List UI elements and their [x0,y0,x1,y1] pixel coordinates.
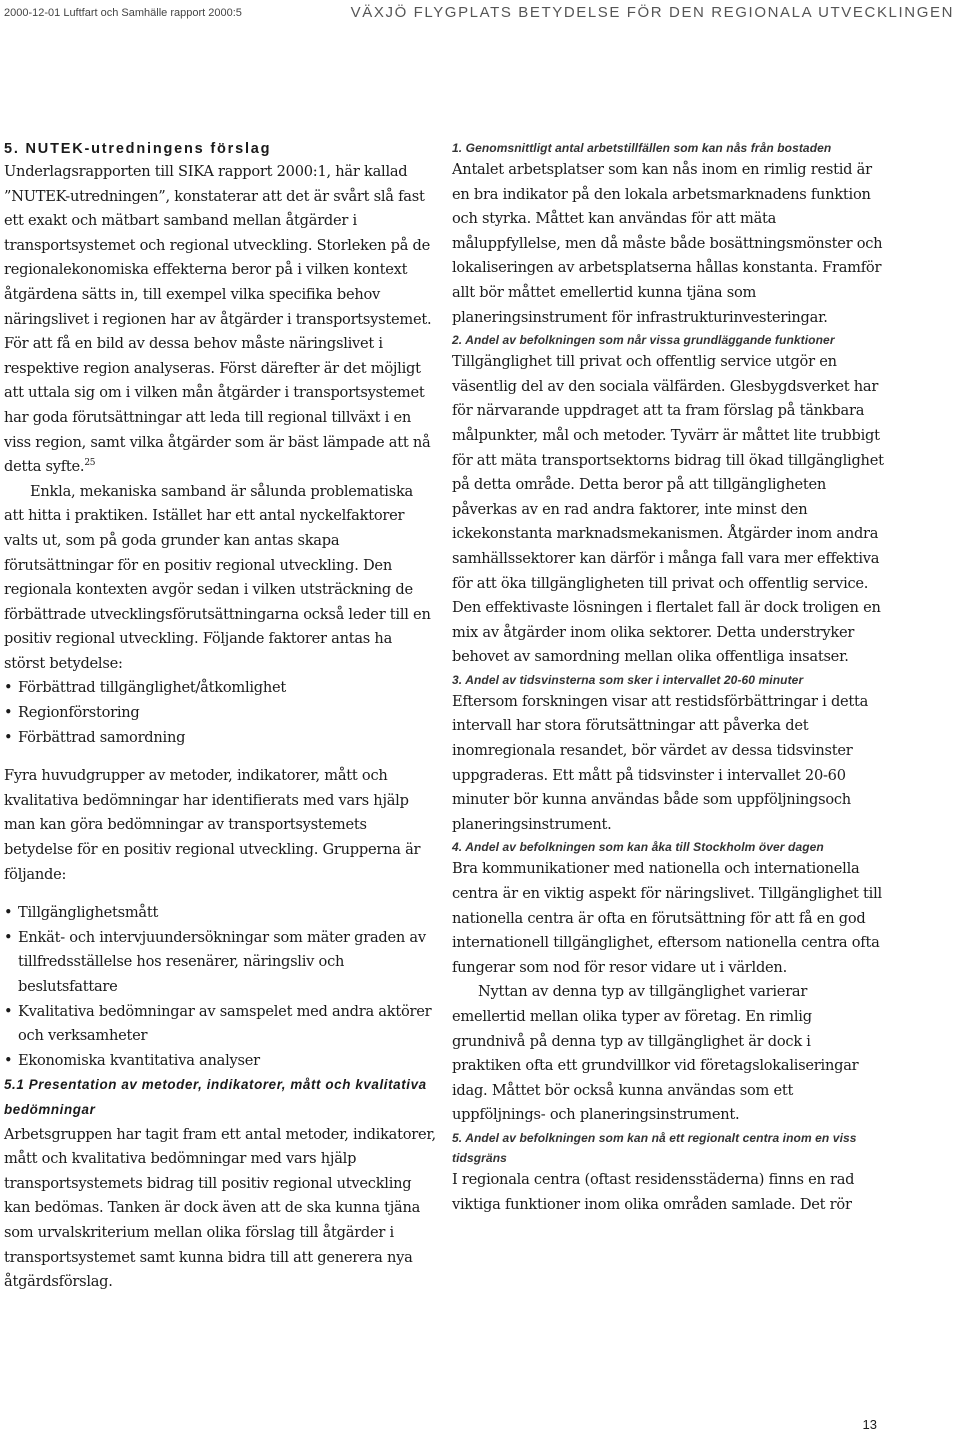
criterion-paragraph: Nyttan av denna typ av tillgänglighet varierar emellertid mellan olika typer av företag. En rimlig grundnivå på denna typ av tillgänglighet är dock i praktiken ofta ett grundvillkor vid företagslokaliseringar idag. Måttet bör också kunna användas som ett uppföljnings- och planeringsinstrument. [452,983,859,1124]
intro-paragraph [4,160,436,480]
criterion-heading: 1. Genomsnittligt antal arbetstillfällen som kan nås från bostaden [452,141,832,155]
criterion-paragraph: Antalet arbetsplatser som kan nås inom en rimlig restid är en bra indikator på den lokala arbetsmarknadens funktion och styrka. Måttet kan användas för att mäta måluppfyllelse, men då måste både bosättningsmönster och lokaliseringen av arbetsplatserna hållas konstanta. Framför allt bör måttet emellertid kunna tjäna som planeringsinstrument för infrastrukturinvesteringar. [452,161,883,326]
section-title: 5. NUTEK-utredningens förslag [4,141,272,157]
factor-list [4,676,436,750]
footnote-ref: 25 [84,458,96,469]
criterion-paragraph: Eftersom forskningen visar att restidsförbättringar i detta intervall har stora förutsättningar att påverka det inomregionala resandet, bör värdet av dessa tidsvinster uppgraderas. Ett mått på tidsvinster i intervallet 20-60 minuter bör kunna användas både som uppföljningsoch planeringsinstrument. [452,692,869,833]
list-item: • Ekonomiska kvantitativa analyser [4,1049,436,1074]
bullet-icon: • [4,728,13,746]
criterion-paragraph: Bra kommunikationer med nationella och internationella centra är en viktig aspekt för näringslivet. Tillgänglighet till nationella centra är ofta en förutsättning för att få en god internationell tillgänglighet, eftersom nationella centra ofta fungerar som nod för resor vidare ut i världen. [452,860,882,976]
criterion-paragraph: I regionala centra (oftast residensstäderna) finns en rad viktiga funktioner inom olika områden samlade. Det rör [452,1170,855,1213]
groups-paragraph: Fyra huvudgrupper av metoder, indikatorer, mått och kvalitativa bedömningar har identifierats med vars hjälp man kan göra bedömningar av transportsystemets betydelse för en positiv regional utveckling. Grupperna är följande: [4,767,421,883]
bullet-icon: • [4,1051,13,1069]
bullet-icon: • [4,928,13,946]
running-header-title: VÄXJÖ FLYGPLATS BETYDELSE FÖR DEN REGIONALA UTVECKLINGEN [350,4,954,21]
list-item: • Enkät- och intervjuundersökningar som mäter graden av tillfredsställelse hos resenärer, näringsliv och beslutsfattare [4,926,436,1000]
methods-paragraph: Arbetsgruppen har tagit fram ett antal metoder, indikatorer, mått och kvalitativa bedömningar med vars hjälp transportsystemets bidrag till positiv regional utveckling kan bedömas. Tanken är dock även att de ska kunna tjäna som urvalskriterium mellan olika förslag till åtgärder i transportsystemet samt kunna bidra till att generera nya åtgärdsförslag. [4,1125,436,1291]
list-item: • Förbättrad samordning [4,726,436,751]
factors-paragraph: Enkla, mekaniska samband är sålunda problematiska att hitta i praktiken. Istället har ett antal nyckelfaktorer valts ut, som på goda grunder kan antas skapa förutsättningar för en positiv regional utveckling. Den regionala kontexten avgör sedan i vilken utsträckning de förbättrade utvecklingsförutsättningarna också leder till en positiv regional utveckling. Följande faktorer antas ha störst betydelse: [4,482,431,672]
group-list [4,901,436,1073]
criterion-heading: 4. Andel av befolkningen som kan åka till Stockholm över dagen [452,840,824,855]
criterion-heading: 2. Andel av befolkningen som når vissa grundläggande funktioner [452,333,835,348]
bullet-icon: • [4,904,13,922]
list-item: • Kvalitativa bedömningar av samspelet med andra aktörer och verksamheter [4,1000,436,1049]
bullet-icon: • [4,1002,13,1020]
running-header-left: 2000-12-01 Luftfart och Samhälle rapport 2000:5 [4,7,242,19]
criterion-heading: 3. Andel av tidsvinsterna som sker i intervallet 20-60 minuter [452,672,804,687]
subsection-title: 5.1 Presentation av metoder, indikatorer, mått och kvalitativa bedömningar [4,1077,427,1117]
intro-paragraph-text: Underlagsrapporten till SIKA rapport 2000:1, här kallad ”NUTEK-utredningen”, konstaterar att det är svårt slå fast ett exakt och mätbart samband mellan åtgärder i transportsystemet och regional utveckling. Storleken på de regionalekonomiska effekterna beror på i vilken kontext åtgärdena sätts in, till exempel vilka specifika behov näringslivet i regionen har av åtgärder i transportsystemet. För att få en bild av dessa behov måste näringslivet i respektive region analyseras. Först därefter är det möjligt att uttala sig om i vilken mån åtgärder i transportsystemet har goda förutsättningar att leda till regional tillväxt i en viss region, samt vilka åtgärder som är bäst lämpade att nå detta syfte. [4,163,432,476]
criterion-heading: 5. Andel av befolkningen som kan nå ett regionalt centra inom en viss tidsgräns [452,1130,857,1165]
list-item: • Tillgänglighetsmått [4,901,436,926]
right-column [452,138,884,1217]
criterion-paragraph: Tillgänglighet till privat och offentlig service utgör en väsentlig del av den sociala välfärden. Glesbygdsverket har för närvarande uppdraget att ta fram förslag på tänkbara målpunkter, mål och metoder. Tyvärr är måttet lite trubbigt för att mäta transportsektorns bidrag till ökad tillgänglighet på detta område. Detta beror på att tillgängligheten påverkas av en rad andra faktorer, inte minst den ickekonstanta marknadsmekanismen. Åtgärder inom andra samhällssektorer kan därför i många fall vara mer effektiva för att öka tillgängligheten till privat och offentlig service. Den effektivaste lösningen i flertalet fall är dock troligen en mix av åtgärder inom olika sektorer. Detta understryker behovet av samordning mellan olika offentliga insatser. [452,353,884,666]
bullet-icon: • [4,704,13,722]
left-column [4,138,436,1295]
page-number: 13 [862,1417,877,1432]
list-item: • Regionförstoring [4,701,436,726]
list-item: • Förbättrad tillgänglighet/åtkomlighet [4,676,436,701]
bullet-icon: • [4,679,13,697]
